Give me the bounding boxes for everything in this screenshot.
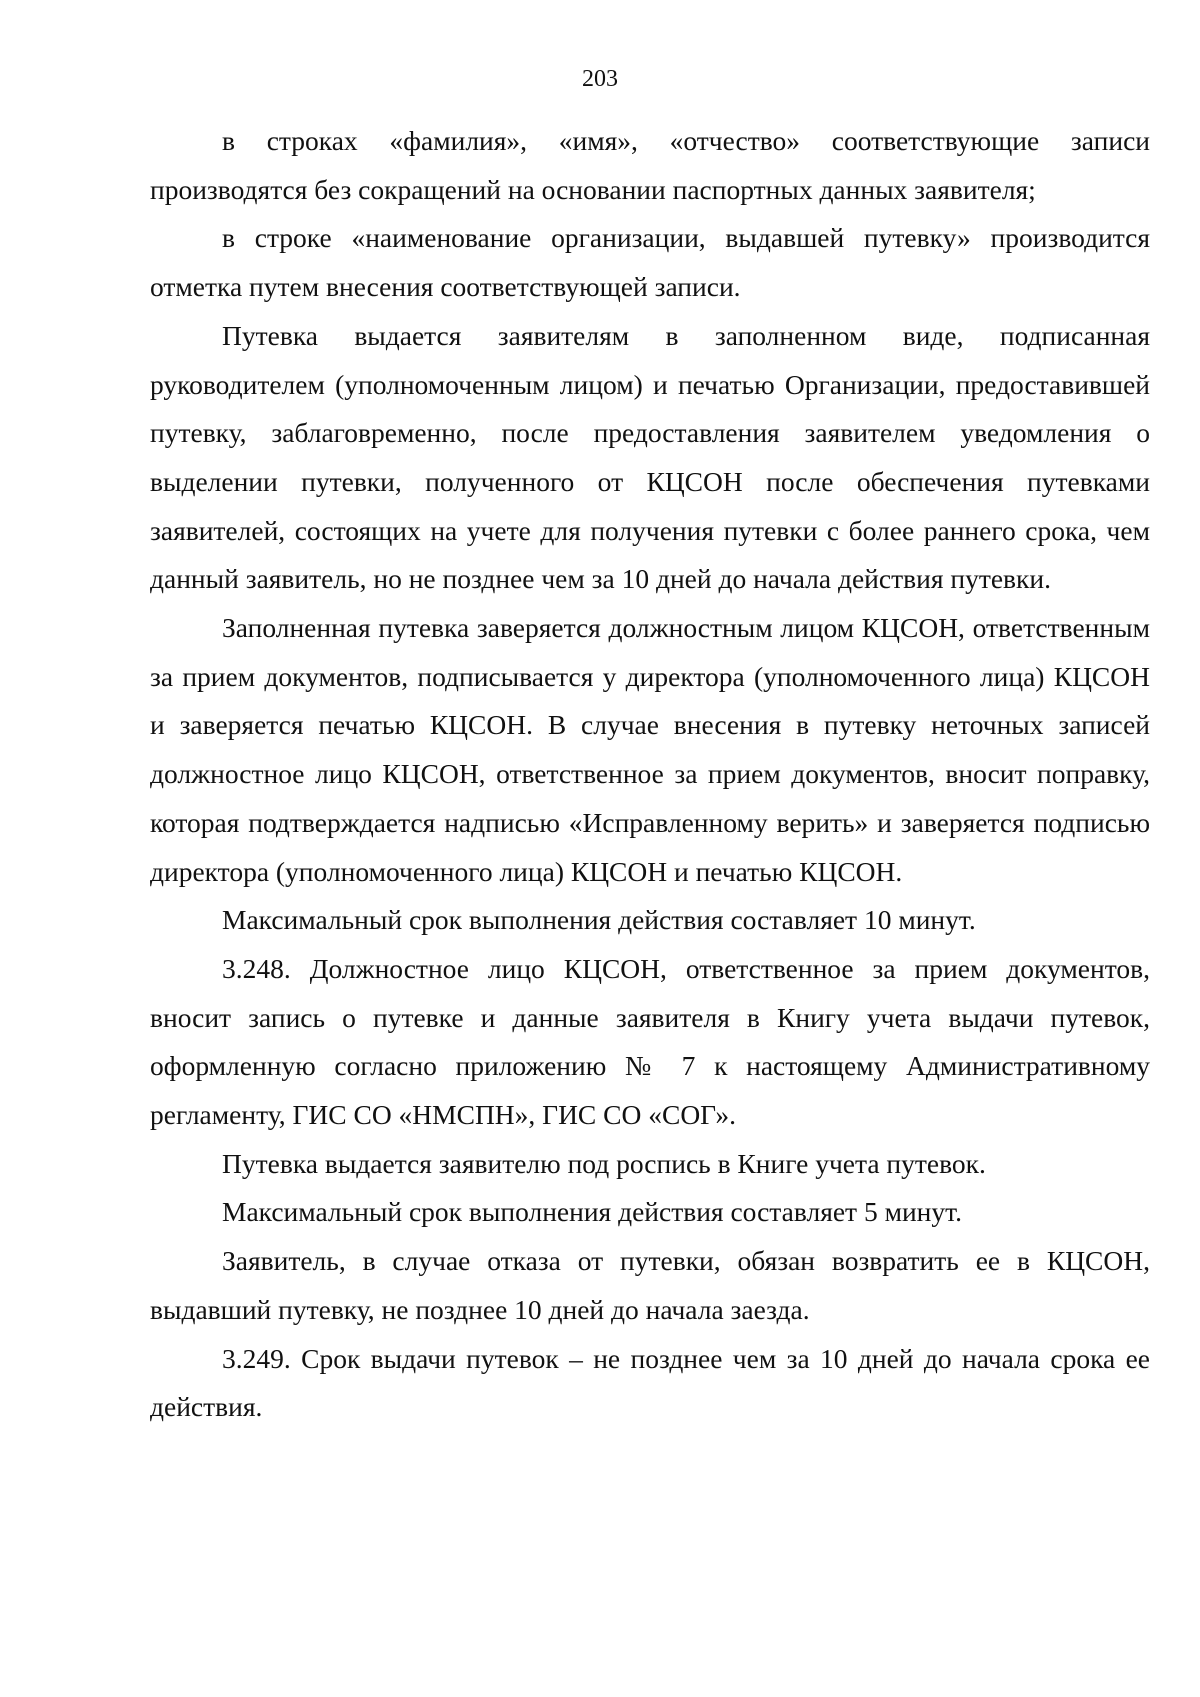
- paragraph-organization-field: в строке «наименование организации, выдавшей путевку» производится отметка путем внесения соответствующей записи.: [150, 222, 1150, 303]
- paragraph-voucher-issuance: Путевка выдается заявителям в заполненном виде, подписанная руководителем (уполномоченным лицом) и печатью Организации, предоставившей путевку, заблаговременно, после предоставления заявителем уведомления о выделении путевки, полученного от КЦСОН после обеспечения путевками заявителей, состоящих на учете для получения путевки с более раннего срока, чем данный заявитель, но не позднее чем за 10 дней до начала действия путевки.: [150, 319, 1150, 595]
- paragraph-names-fields: в строках «фамилия», «имя», «отчество» соответствующие записи производятся без сокращений на основании паспортных данных заявителя;: [150, 125, 1150, 205]
- paragraph-voucher-certification: Заполненная путевка заверяется должностным лицом КЦСОН, ответственным за прием документов, подписывается у директора (уполномоченного лица) КЦСОН и заверяется печатью КЦСОН. В случае внесения в путевку неточных записей должностное лицо КЦСОН, ответственное за прием документов, вносит поправку, которая подтверждается надписью «Исправленному верить» и заверяется подписью директора (уполномоченного лица) КЦСОН и печатью КЦСОН.: [150, 612, 1150, 887]
- paragraph-3-249: 3.249. Срок выдачи путевок – не позднее чем за 10 дней до начала срока ее действия.: [150, 1342, 1150, 1423]
- paragraph-voucher-return: Заявитель, в случае отказа от путевки, обязан возвратить ее в КЦСОН, выдавший путевку, не позднее 10 дней до начала заезда.: [150, 1245, 1150, 1325]
- body-text: [150, 117, 1150, 1432]
- paragraph-signature-receipt: Путевка выдается заявителю под роспись в Книге учета путевок.: [222, 1147, 986, 1179]
- page-number: 203: [582, 66, 618, 92]
- paragraph-max-time-5: Максимальный срок выполнения действия составляет 5 минут.: [222, 1196, 962, 1228]
- paragraph-3-248: 3.248. Должностное лицо КЦСОН, ответственное за прием документов, вносит запись о путевке и данные заявителя в Книгу учета выдачи путевок, оформленную согласно приложению № 7 к настоящему Административному регламенту, ГИС СО «НМСПН», ГИС СО «СОГ».: [150, 952, 1150, 1131]
- paragraph-max-time-10: Максимальный срок выполнения действия составляет 10 минут.: [222, 904, 976, 936]
